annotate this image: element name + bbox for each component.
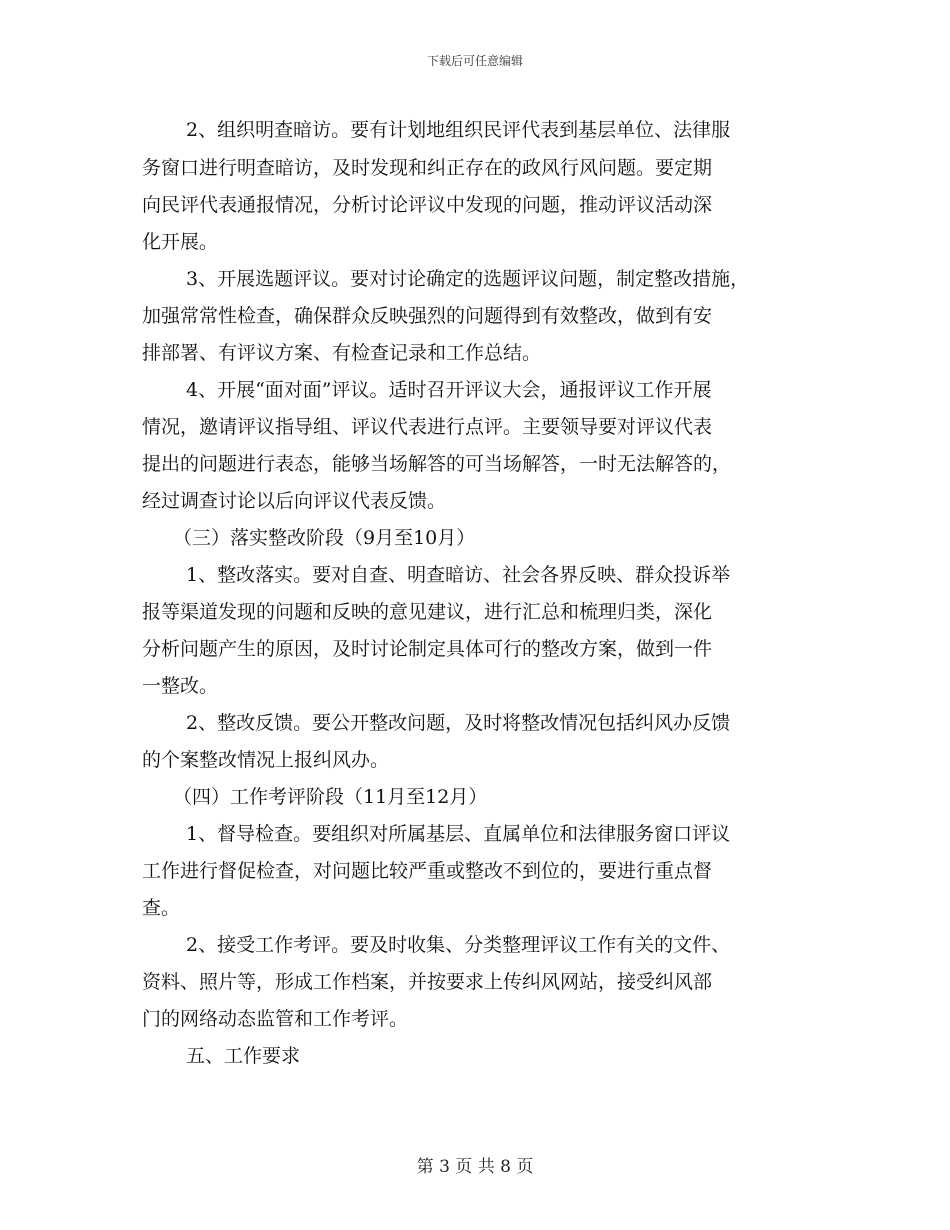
text-line: 经过调查讨论以后向评议代表反馈。 xyxy=(142,490,447,512)
text-line: 的个案整改情况上报纠风办。 xyxy=(142,749,390,771)
text-line: 提出的问题进行表态，能够当场解答的可当场解答，一时无法解答的， xyxy=(142,453,732,475)
section-heading: 五、工作要求 xyxy=(186,1045,301,1067)
text-line: 情况，邀请评议指导组、评议代表进行点评。主要领导要对评议代表 xyxy=(142,416,713,438)
text-line: 加强常常性检查，确保群众反映强烈的问题得到有效整改，做到有安 xyxy=(142,305,713,327)
section-heading: （三）落实整改阶段（9月至10月） xyxy=(173,527,476,549)
text-line: 1、督导检查。要组织对所属基层、直属单位和法律服务窗口评议 xyxy=(186,823,731,845)
text-line: 分析问题产生的原因，及时讨论制定具体可行的整改方案，做到一件 xyxy=(142,638,713,660)
text-line: 报等渠道发现的问题和反映的意见建议，进行汇总和梳理归类，深化 xyxy=(142,601,713,623)
text-line: 2、组织明查暗访。要有计划地组织民评代表到基层单位、法律服 xyxy=(186,119,731,141)
text-line: 向民评代表通报情况，分析讨论评议中发现的问题，推动评议活动深 xyxy=(142,194,713,216)
text-line: 4、开展“面对面”评议。适时召开评议大会，通报评议工作开展 xyxy=(186,379,712,401)
text-line: 务窗口进行明查暗访，及时发现和纠正存在的政风行风问题。要定期 xyxy=(142,157,713,179)
section-heading: （四）工作考评阶段（11月至12月） xyxy=(173,786,488,808)
text-line: 化开展。 xyxy=(142,231,219,253)
text-line: 2、接受工作考评。要及时收集、分类整理评议工作有关的文件、 xyxy=(186,934,731,956)
text-line: 1、整改落实。要对自查、明查暗访、社会各界反映、群众投诉举 xyxy=(186,564,731,586)
text-line: 查。 xyxy=(142,897,181,919)
text-line: 3、开展选题评议。要对讨论确定的选题评议问题，制定整改措施， xyxy=(186,268,750,290)
text-line: 工作进行督促检查，对问题比较严重或整改不到位的，要进行重点督 xyxy=(142,860,713,882)
page-footer: 第 3 页 共 8 页 xyxy=(416,1157,534,1177)
text-line: 一整改。 xyxy=(142,675,219,697)
text-line: 排部署、有评议方案、有检查记录和工作总结。 xyxy=(142,342,542,364)
text-line: 门的网络动态监管和工作考评。 xyxy=(142,1008,409,1030)
text-line: 资料、照片等，形成工作档案，并按要求上传纠风网站，接受纠风部 xyxy=(142,971,713,993)
page-header: 下载后可任意编辑 xyxy=(426,54,523,68)
text-line: 2、整改反馈。要公开整改问题，及时将整改情况包括纠风办反馈 xyxy=(186,712,731,734)
